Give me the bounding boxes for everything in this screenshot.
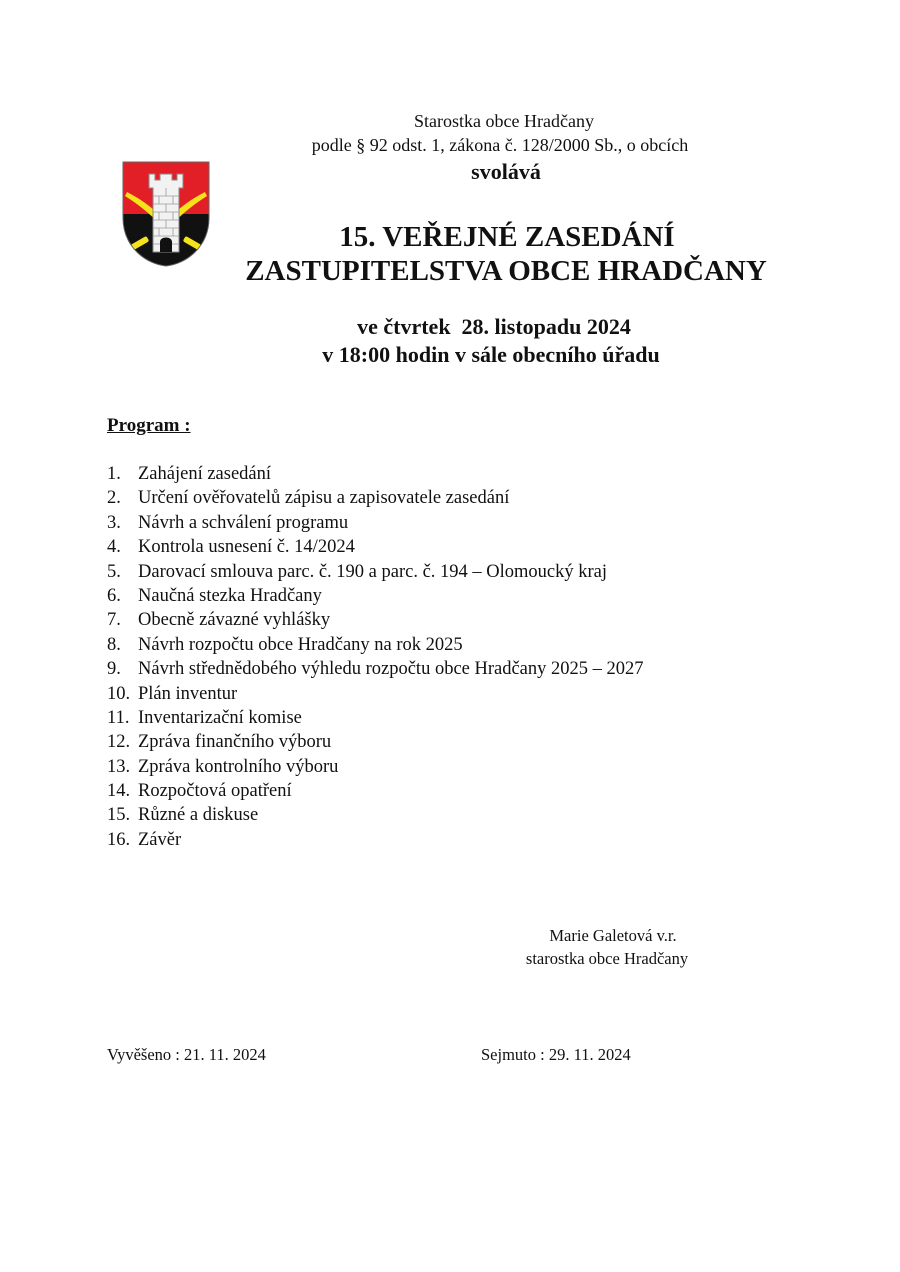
document-title-line-1: 15. VEŘEJNÉ ZASEDÁNÍ bbox=[339, 221, 675, 253]
agenda-item-number: 4. bbox=[107, 537, 121, 558]
agenda-item-number: 15. bbox=[107, 805, 131, 826]
agenda-item bbox=[107, 828, 644, 852]
signatory-role: starostka obce Hradčany bbox=[525, 949, 689, 968]
agenda-item bbox=[107, 584, 644, 608]
issuer-line: Starostka obce Hradčany bbox=[414, 111, 594, 131]
convenes-line: svolává bbox=[471, 159, 541, 184]
agenda-item bbox=[107, 755, 644, 779]
agenda-item-number: 14. bbox=[107, 781, 131, 802]
agenda-item-number: 7. bbox=[107, 610, 121, 631]
agenda-item-text: Zpráva finančního výboru bbox=[138, 732, 332, 753]
agenda-list bbox=[107, 462, 644, 852]
document-title-line-2: ZASTUPITELSTVA OBCE HRADČANY bbox=[245, 255, 767, 287]
agenda-item bbox=[107, 730, 644, 754]
agenda-item-number: 16. bbox=[107, 829, 131, 850]
agenda-item bbox=[107, 608, 644, 632]
agenda-item-text: Darovací smlouva parc. č. 190 a parc. č. 194 – Olomoucký kraj bbox=[138, 561, 608, 582]
agenda-item-number: 2. bbox=[107, 488, 121, 509]
agenda-item-text: Závěr bbox=[138, 829, 182, 850]
agenda-item-text: Zahájení zasedání bbox=[138, 464, 272, 484]
agenda-item-text: Různé a diskuse bbox=[138, 805, 259, 826]
agenda-item-number: 13. bbox=[107, 756, 131, 777]
agenda-item-number: 8. bbox=[107, 634, 121, 655]
removed-date: Sejmuto : 29. 11. 2024 bbox=[481, 1045, 631, 1064]
signatory-name: Marie Galetová v.r. bbox=[549, 926, 677, 945]
agenda-item bbox=[107, 682, 644, 706]
agenda-item-number: 1. bbox=[107, 464, 121, 484]
posted-date: Vyvěšeno : 21. 11. 2024 bbox=[107, 1045, 266, 1064]
legal-basis-line: podle § 92 odst. 1, zákona č. 128/2000 Sb., o obcích bbox=[311, 135, 689, 155]
agenda-item-number: 12. bbox=[107, 732, 131, 753]
agenda-item-text: Návrh rozpočtu obce Hradčany na rok 2025 bbox=[138, 634, 463, 655]
agenda-item-text: Zpráva kontrolního výboru bbox=[138, 756, 339, 777]
agenda-item-number: 10. bbox=[107, 683, 131, 704]
agenda-item bbox=[107, 657, 644, 681]
agenda-item-text: Návrh střednědobého výhledu rozpočtu obce Hradčany 2025 – 2027 bbox=[138, 659, 644, 680]
agenda-item bbox=[107, 779, 644, 803]
agenda-item-text: Inventarizační komise bbox=[138, 707, 302, 728]
agenda-item-text: Rozpočtová opatření bbox=[138, 781, 292, 802]
agenda-item bbox=[107, 511, 644, 535]
agenda-item bbox=[107, 462, 644, 486]
agenda-item-number: 11. bbox=[107, 707, 130, 728]
agenda-item-text: Obecně závazné vyhlášky bbox=[138, 610, 331, 631]
meeting-date: ve čtvrtek 28. listopadu 2024 bbox=[357, 314, 631, 339]
agenda-item-text: Naučná stezka Hradčany bbox=[138, 585, 322, 606]
agenda-item bbox=[107, 560, 644, 584]
agenda-item bbox=[107, 706, 644, 730]
agenda-item-number: 6. bbox=[107, 585, 121, 606]
agenda-item bbox=[107, 486, 644, 510]
agenda-item-text: Určení ověřovatelů zápisu a zapisovatele zasedání bbox=[138, 488, 510, 509]
agenda-item-number: 5. bbox=[107, 561, 121, 582]
agenda-item-number: 9. bbox=[107, 659, 121, 680]
agenda-item bbox=[107, 803, 644, 827]
agenda-item bbox=[107, 633, 644, 657]
agenda-item-text: Návrh a schválení programu bbox=[138, 512, 349, 533]
agenda-item bbox=[107, 535, 644, 559]
program-heading: Program : bbox=[107, 415, 191, 436]
agenda-item-text: Kontrola usnesení č. 14/2024 bbox=[138, 537, 355, 558]
meeting-time-place: v 18:00 hodin v sále obecního úřadu bbox=[322, 342, 660, 367]
agenda-item-text: Plán inventur bbox=[138, 683, 238, 704]
agenda-item-number: 3. bbox=[107, 512, 121, 533]
